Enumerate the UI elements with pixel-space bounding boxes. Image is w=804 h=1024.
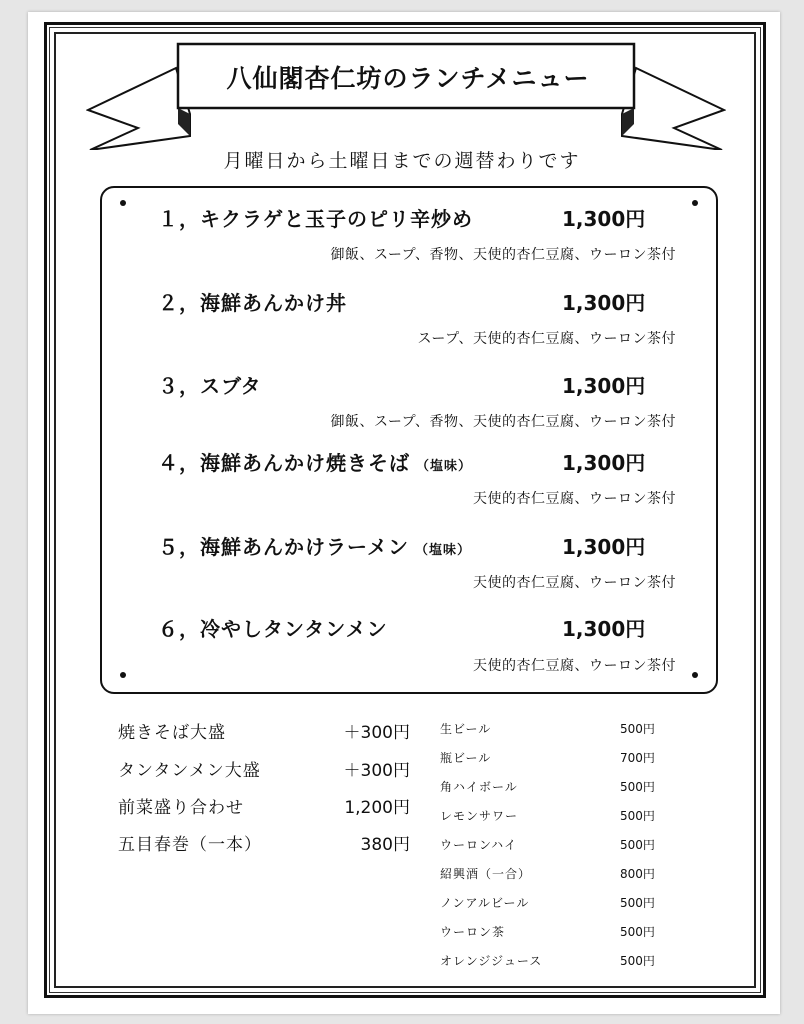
extra-item-price: 380円	[360, 835, 410, 855]
menu-item-name	[158, 370, 268, 399]
item-note: （塩味）	[415, 543, 472, 558]
menu-item-price: 1,300円	[562, 207, 646, 231]
drink-name: ノンアルビール	[440, 896, 530, 910]
item-title: １，キクラゲと玉子のピリ辛炒め	[158, 207, 473, 231]
drink-price: 500円	[620, 809, 655, 823]
extra-item-price: 1,200円	[344, 798, 410, 818]
menu-item-price: 1,300円	[562, 535, 646, 559]
item-title: ４，海鮮あんかけ焼きそば	[158, 451, 410, 475]
menu-item-name	[158, 203, 479, 232]
subtitle: 月曜日から土曜日までの週替わりです	[223, 150, 581, 172]
drink-price: 700円	[620, 751, 655, 765]
menu-item-includes: 天使的杏仁豆腐、ウーロン茶付	[473, 491, 676, 507]
drink-name: レモンサワー	[440, 809, 519, 823]
drink-price: 500円	[620, 722, 655, 736]
drink-name: ウーロンハイ	[440, 838, 518, 852]
extra-item-name: 五目春巻（一本）	[118, 835, 262, 855]
menu-item-price: 1,300円	[562, 451, 646, 475]
item-title: ６，冷やしタンタンメン	[158, 617, 388, 641]
item-title: ３，スブタ	[158, 374, 262, 398]
menu-item-price: 1,300円	[562, 291, 646, 315]
drink-name: 紹興酒（一合）	[440, 867, 532, 881]
drink-price: 500円	[620, 896, 655, 910]
menu-item-includes: 天使的杏仁豆腐、ウーロン茶付	[473, 575, 676, 591]
extra-item-name: 前菜盛り合わせ	[118, 798, 244, 818]
drink-price: 500円	[620, 838, 655, 852]
item-title: ２，海鮮あんかけ丼	[158, 291, 347, 315]
menu-item-name	[158, 287, 353, 316]
menu-item-price: 1,300円	[562, 374, 646, 398]
drink-price: 500円	[620, 780, 655, 794]
item-note: （塩味）	[416, 459, 473, 474]
corner-dot	[120, 672, 126, 678]
corner-dot	[120, 200, 126, 206]
menu-item-price: 1,300円	[562, 617, 646, 641]
menu-item-includes: 御飯、スープ、香物、天使的杏仁豆腐、ウーロン茶付	[330, 247, 676, 263]
drink-name: 瓶ビール	[440, 751, 492, 765]
extra-item-price: ＋300円	[343, 761, 410, 781]
extra-item-name: 焼きそば大盛	[118, 723, 226, 743]
menu-item-name	[158, 531, 471, 560]
page-title: 八仙閣杏仁坊のランチメニュー	[226, 64, 590, 93]
menu-item-includes: 天使的杏仁豆腐、ウーロン茶付	[473, 658, 676, 674]
drink-price: 500円	[620, 925, 655, 939]
drink-name: ウーロン茶	[440, 925, 506, 939]
drink-name: 生ビール	[440, 722, 492, 736]
drink-name: 角ハイボール	[440, 780, 518, 794]
menu-item-name	[158, 447, 472, 476]
item-title: ５，海鮮あんかけラーメン	[158, 535, 409, 559]
menu-item-includes: スープ、天使的杏仁豆腐、ウーロン茶付	[417, 331, 676, 347]
corner-dot	[692, 672, 698, 678]
corner-dot	[692, 200, 698, 206]
menu-item-name	[158, 613, 394, 642]
extra-item-price: ＋300円	[343, 723, 410, 743]
drink-name: オレンジジュース	[440, 954, 543, 968]
drink-price: 500円	[620, 954, 655, 968]
drink-price: 800円	[620, 867, 655, 881]
extra-item-name: タンタンメン大盛	[118, 761, 261, 781]
menu-item-includes: 御飯、スープ、香物、天使的杏仁豆腐、ウーロン茶付	[330, 414, 676, 430]
